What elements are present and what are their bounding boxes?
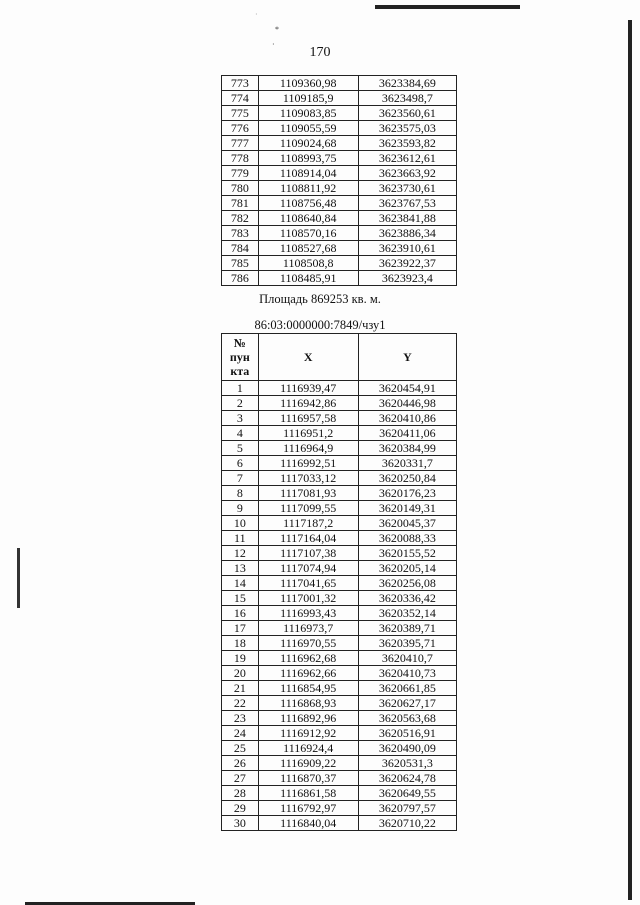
y-coordinate-cell: 3620149,31 — [358, 501, 456, 516]
table-row — [222, 591, 457, 606]
point-number-cell: 27 — [222, 771, 259, 786]
y-coordinate-cell: 3623730,61 — [358, 181, 456, 196]
table-row — [222, 621, 457, 636]
y-coordinate-cell: 3620250,84 — [358, 471, 456, 486]
point-number-cell: 776 — [222, 121, 259, 136]
point-number-cell: 6 — [222, 456, 259, 471]
point-number-cell: 779 — [222, 166, 259, 181]
page-number: 170 — [309, 45, 331, 60]
scan-artifact-speck: * — [275, 25, 279, 34]
y-coordinate-cell: 3623910,61 — [358, 241, 456, 256]
table-body — [222, 381, 457, 831]
point-number-cell: 782 — [222, 211, 259, 226]
x-coordinate-cell: 1116962,66 — [258, 666, 358, 681]
y-coordinate-cell: 3623384,69 — [358, 76, 456, 91]
x-coordinate-cell: 1117074,94 — [258, 561, 358, 576]
point-number-cell: 26 — [222, 756, 259, 771]
point-number-cell: 30 — [222, 816, 259, 831]
x-coordinate-cell: 1116854,95 — [258, 681, 358, 696]
x-coordinate-cell: 1109185,9 — [258, 91, 358, 106]
header-line: пун — [229, 350, 250, 364]
table-row — [222, 816, 457, 831]
x-coordinate-cell: 1108527,68 — [258, 241, 358, 256]
y-coordinate-cell: 3620088,33 — [358, 531, 456, 546]
point-number-cell: 14 — [222, 576, 259, 591]
scan-artifact-top-line — [375, 5, 520, 9]
y-coordinate-cell: 3620384,99 — [358, 441, 456, 456]
y-coordinate-cell: 3620176,23 — [358, 486, 456, 501]
table-row — [222, 76, 457, 91]
y-coordinate-cell: 3620661,85 — [358, 681, 456, 696]
point-number-cell: 21 — [222, 681, 259, 696]
point-number-cell: 4 — [222, 426, 259, 441]
x-coordinate-cell: 1109360,98 — [258, 76, 358, 91]
point-number-cell: 10 — [222, 516, 259, 531]
scan-artifact-right-border — [628, 20, 632, 900]
table-row — [222, 666, 457, 681]
table-row — [222, 651, 457, 666]
table-row — [222, 471, 457, 486]
x-coordinate-cell: 1116993,43 — [258, 606, 358, 621]
x-coordinate-cell: 1116962,68 — [258, 651, 358, 666]
point-number-cell: 1 — [222, 381, 259, 396]
x-coordinate-cell: 1108640,84 — [258, 211, 358, 226]
point-number-cell: 777 — [222, 136, 259, 151]
table-row — [222, 181, 457, 196]
x-coordinate-cell: 1116868,93 — [258, 696, 358, 711]
point-number-cell: 24 — [222, 726, 259, 741]
x-coordinate-cell: 1109055,59 — [258, 121, 358, 136]
x-coordinate-cell: 1117187,2 — [258, 516, 358, 531]
table-row — [222, 441, 457, 456]
y-coordinate-cell: 3620797,57 — [358, 801, 456, 816]
y-coordinate-cell: 3620516,91 — [358, 726, 456, 741]
y-coordinate-cell: 3620454,91 — [358, 381, 456, 396]
coordinates-table — [221, 333, 457, 831]
x-coordinate-cell: 1116909,22 — [258, 756, 358, 771]
parcel-number-caption: 86:03:0000000:7849/чзу1 — [254, 318, 386, 332]
y-coordinate-cell: 3623922,37 — [358, 256, 456, 271]
table-row — [222, 711, 457, 726]
y-coordinate-cell: 3620256,08 — [358, 576, 456, 591]
point-number-cell: 9 — [222, 501, 259, 516]
header-row — [222, 334, 457, 381]
table-row — [222, 696, 457, 711]
point-number-cell: 5 — [222, 441, 259, 456]
column-header-y: Y — [358, 334, 456, 381]
coordinates-table-continued — [221, 75, 457, 286]
x-coordinate-cell: 1116870,37 — [258, 771, 358, 786]
table-row — [222, 241, 457, 256]
x-coordinate-cell: 1108993,75 — [258, 151, 358, 166]
table-row — [222, 121, 457, 136]
y-coordinate-cell: 3620045,37 — [358, 516, 456, 531]
table-row — [222, 256, 457, 271]
table-row — [222, 486, 457, 501]
x-coordinate-cell: 1117001,32 — [258, 591, 358, 606]
point-number-cell: 783 — [222, 226, 259, 241]
x-coordinate-cell: 1116970,55 — [258, 636, 358, 651]
x-coordinate-cell: 1116840,04 — [258, 816, 358, 831]
point-number-cell: 20 — [222, 666, 259, 681]
table-row — [222, 771, 457, 786]
point-number-cell: 12 — [222, 546, 259, 561]
y-coordinate-cell: 3620624,78 — [358, 771, 456, 786]
x-coordinate-cell: 1117164,04 — [258, 531, 358, 546]
y-coordinate-cell: 3620563,68 — [358, 711, 456, 726]
table-row — [222, 166, 457, 181]
table-row — [222, 741, 457, 756]
table-row — [222, 456, 457, 471]
table-header — [222, 334, 457, 381]
x-coordinate-cell: 1108811,92 — [258, 181, 358, 196]
x-coordinate-cell: 1108485,91 — [258, 271, 358, 286]
x-coordinate-cell: 1117041,65 — [258, 576, 358, 591]
y-coordinate-cell: 3620155,52 — [358, 546, 456, 561]
table-row — [222, 576, 457, 591]
header-line: кта — [230, 364, 250, 378]
point-number-cell: 778 — [222, 151, 259, 166]
x-coordinate-cell: 1116992,51 — [258, 456, 358, 471]
table-row — [222, 531, 457, 546]
point-number-cell: 781 — [222, 196, 259, 211]
point-number-cell: 22 — [222, 696, 259, 711]
table-row — [222, 561, 457, 576]
x-coordinate-cell: 1117081,93 — [258, 486, 358, 501]
y-coordinate-cell: 3623663,92 — [358, 166, 456, 181]
point-number-cell: 15 — [222, 591, 259, 606]
y-coordinate-cell: 3623886,34 — [358, 226, 456, 241]
table-row — [222, 211, 457, 226]
point-number-cell: 3 — [222, 411, 259, 426]
point-number-cell: 774 — [222, 91, 259, 106]
x-coordinate-cell: 1109083,85 — [258, 106, 358, 121]
point-number-cell: 16 — [222, 606, 259, 621]
point-number-cell: 784 — [222, 241, 259, 256]
x-coordinate-cell: 1116964,9 — [258, 441, 358, 456]
table-row — [222, 546, 457, 561]
table-row — [222, 226, 457, 241]
x-coordinate-cell: 1116942,86 — [258, 396, 358, 411]
y-coordinate-cell: 3623841,88 — [358, 211, 456, 226]
table-row — [222, 726, 457, 741]
table-row — [222, 381, 457, 396]
y-coordinate-cell: 3623498,7 — [358, 91, 456, 106]
y-coordinate-cell: 3620411,06 — [358, 426, 456, 441]
point-number-cell: 28 — [222, 786, 259, 801]
point-number-cell: 23 — [222, 711, 259, 726]
point-number-cell: 17 — [222, 621, 259, 636]
x-coordinate-cell: 1117033,12 — [258, 471, 358, 486]
x-coordinate-cell: 1116957,58 — [258, 411, 358, 426]
table-row — [222, 91, 457, 106]
table-row — [222, 636, 457, 651]
y-coordinate-cell: 3620205,14 — [358, 561, 456, 576]
x-coordinate-cell: 1108508,8 — [258, 256, 358, 271]
x-coordinate-cell: 1116912,92 — [258, 726, 358, 741]
point-number-cell: 19 — [222, 651, 259, 666]
y-coordinate-cell: 3623612,61 — [358, 151, 456, 166]
column-header-point-number — [222, 334, 259, 381]
y-coordinate-cell: 3620336,42 — [358, 591, 456, 606]
table-row — [222, 151, 457, 166]
point-number-cell: 8 — [222, 486, 259, 501]
y-coordinate-cell: 3623560,61 — [358, 106, 456, 121]
y-coordinate-cell: 3620627,17 — [358, 696, 456, 711]
scan-artifact-speck: · — [272, 40, 275, 49]
y-coordinate-cell: 3620531,3 — [358, 756, 456, 771]
x-coordinate-cell: 1116924,4 — [258, 741, 358, 756]
point-number-cell: 775 — [222, 106, 259, 121]
table-row — [222, 106, 457, 121]
y-coordinate-cell: 3620410,73 — [358, 666, 456, 681]
x-coordinate-cell: 1116951,2 — [258, 426, 358, 441]
point-number-cell: 773 — [222, 76, 259, 91]
table-row — [222, 516, 457, 531]
scan-artifact-speck: · — [255, 10, 258, 19]
scan-artifact-left-mark — [17, 548, 20, 608]
y-coordinate-cell: 3620352,14 — [358, 606, 456, 621]
y-coordinate-cell: 3620410,86 — [358, 411, 456, 426]
table-row — [222, 396, 457, 411]
x-coordinate-cell: 1117099,55 — [258, 501, 358, 516]
y-coordinate-cell: 3623575,03 — [358, 121, 456, 136]
point-number-cell: 25 — [222, 741, 259, 756]
header-line: № — [233, 336, 246, 350]
table-row — [222, 681, 457, 696]
column-header-x: X — [258, 334, 358, 381]
y-coordinate-cell: 3623767,53 — [358, 196, 456, 211]
table-row — [222, 786, 457, 801]
point-number-cell: 786 — [222, 271, 259, 286]
point-number-cell: 29 — [222, 801, 259, 816]
x-coordinate-cell: 1116792,97 — [258, 801, 358, 816]
table-row — [222, 196, 457, 211]
x-coordinate-cell: 1116939,47 — [258, 381, 358, 396]
table-row — [222, 136, 457, 151]
table-row — [222, 411, 457, 426]
y-coordinate-cell: 3620490,09 — [358, 741, 456, 756]
x-coordinate-cell: 1109024,68 — [258, 136, 358, 151]
table-body — [222, 76, 457, 286]
table-row — [222, 426, 457, 441]
point-number-cell: 780 — [222, 181, 259, 196]
area-caption: Площадь 869253 кв. м. — [259, 292, 381, 306]
point-number-cell: 785 — [222, 256, 259, 271]
table-row — [222, 756, 457, 771]
table-row — [222, 271, 457, 286]
y-coordinate-cell: 3620710,22 — [358, 816, 456, 831]
x-coordinate-cell: 1108914,04 — [258, 166, 358, 181]
point-number-cell: 11 — [222, 531, 259, 546]
x-coordinate-cell: 1117107,38 — [258, 546, 358, 561]
point-number-cell: 2 — [222, 396, 259, 411]
point-number-cell: 7 — [222, 471, 259, 486]
x-coordinate-cell: 1108570,16 — [258, 226, 358, 241]
y-coordinate-cell: 3623923,4 — [358, 271, 456, 286]
y-coordinate-cell: 3620649,55 — [358, 786, 456, 801]
y-coordinate-cell: 3620446,98 — [358, 396, 456, 411]
x-coordinate-cell: 1116861,58 — [258, 786, 358, 801]
point-number-cell: 13 — [222, 561, 259, 576]
table-row — [222, 606, 457, 621]
table-row — [222, 801, 457, 816]
y-coordinate-cell: 3620395,71 — [358, 636, 456, 651]
x-coordinate-cell: 1116892,96 — [258, 711, 358, 726]
y-coordinate-cell: 3620331,7 — [358, 456, 456, 471]
x-coordinate-cell: 1108756,48 — [258, 196, 358, 211]
y-coordinate-cell: 3620389,71 — [358, 621, 456, 636]
y-coordinate-cell: 3623593,82 — [358, 136, 456, 151]
x-coordinate-cell: 1116973,7 — [258, 621, 358, 636]
table-row — [222, 501, 457, 516]
y-coordinate-cell: 3620410,7 — [358, 651, 456, 666]
point-number-cell: 18 — [222, 636, 259, 651]
